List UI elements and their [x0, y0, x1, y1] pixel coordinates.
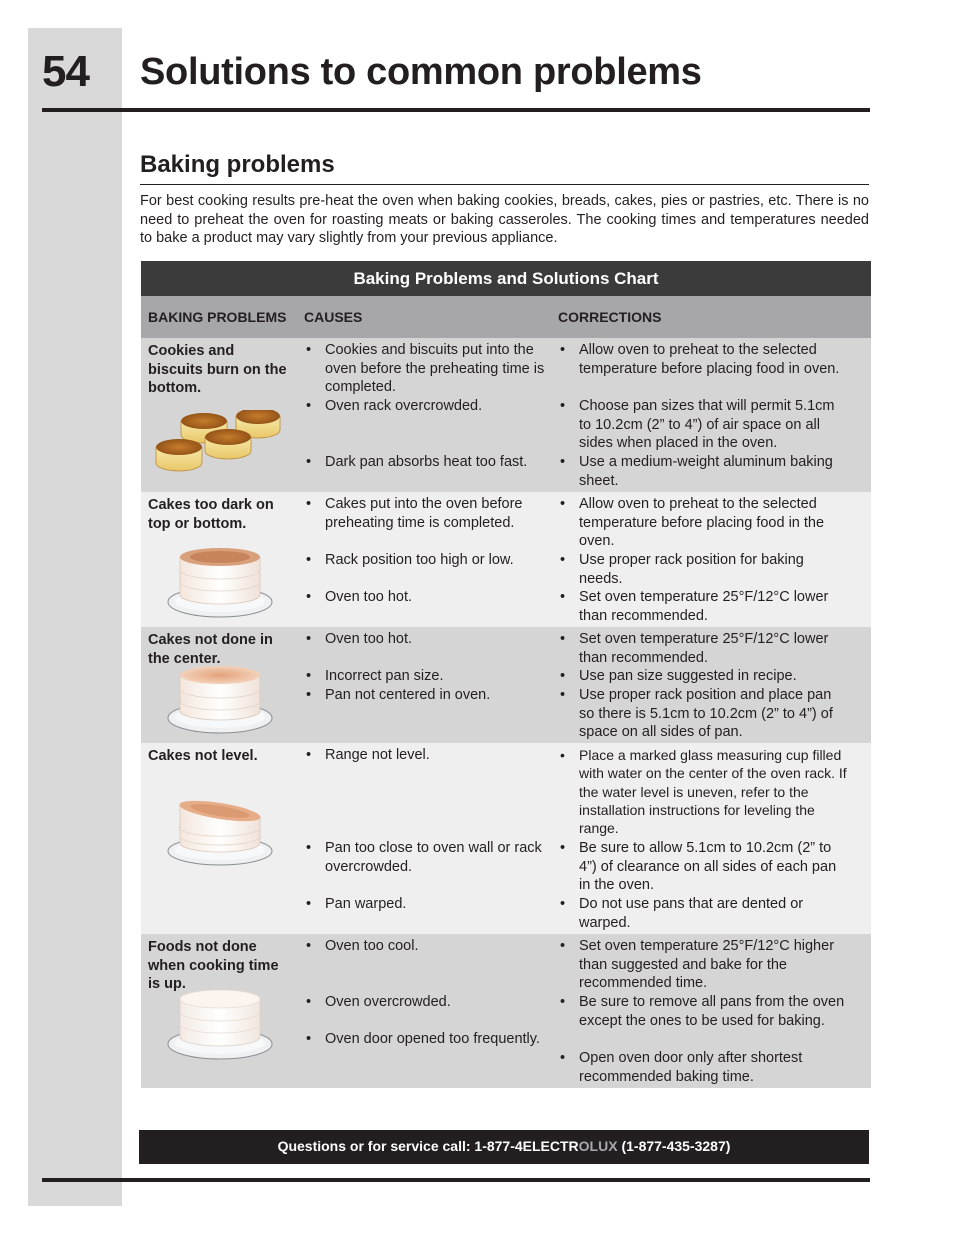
service-call-bar	[139, 1130, 869, 1164]
correction-item: • Allow oven to preheat to the selected temperature before placing food in the oven.	[558, 495, 850, 551]
cause-item: • Cakes put into the oven before preheating time is completed.	[304, 495, 554, 532]
cause-item: • Oven too hot.	[304, 630, 554, 649]
problem-label: Foods not done when cooking time is up.	[148, 939, 279, 993]
cake-underdone-image	[165, 990, 275, 1062]
cookies-biscuits-image	[153, 410, 291, 484]
correction-item: • Set oven temperature 25°F/12°C lower than recommended.	[558, 588, 850, 625]
header-baking-problems: BAKING PROBLEMS	[148, 309, 287, 325]
chart-title: Baking Problems and Solutions Chart	[141, 261, 871, 296]
cause-item: • Oven rack overcrowded.	[304, 397, 554, 416]
corrections-cell	[558, 338, 871, 492]
table-row	[141, 338, 871, 492]
correction-item: • Be sure to allow 5.1cm to 10.2cm (2” to 4”) of clearance on all sides of each pan in the oven.	[558, 839, 850, 895]
causes-cell	[304, 627, 558, 743]
correction-item: • Do not use pans that are dented or warped.	[558, 895, 850, 932]
problem-label: Cookies and biscuits burn on the bottom.	[148, 343, 287, 397]
chart-header-row	[141, 296, 871, 338]
corrections-cell	[558, 492, 871, 627]
cause-item: • Range not level.	[304, 746, 554, 765]
cause-item: • Rack position too high or low.	[304, 551, 554, 570]
correction-item: • Use proper rack position for baking needs.	[558, 551, 850, 588]
cause-item: • Incorrect pan size.	[304, 667, 554, 686]
cause-item: • Oven too cool.	[304, 937, 554, 956]
causes-cell	[304, 934, 558, 1088]
corrections-cell	[558, 934, 871, 1088]
cause-item: • Oven too hot.	[304, 588, 554, 607]
intro-paragraph: For best cooking results pre-heat the oven when baking cookies, breads, cakes, pies or pastries, etc. There is no need to preheat the oven for roasting meats or baking casseroles. The cooking times and temperatures needed to bake a product may vary slightly from your previous appliance.	[140, 193, 869, 247]
problem-label: Cakes not level.	[148, 748, 258, 764]
page-number: 54	[42, 47, 89, 96]
section-divider	[140, 184, 869, 185]
correction-item: • Set oven temperature 25°F/12°C lower than recommended.	[558, 630, 850, 667]
section-heading: Baking problems	[140, 151, 335, 178]
problem-label: Cakes too dark on top or bottom.	[148, 497, 274, 532]
table-row	[141, 743, 871, 934]
correction-item: • Use proper rack position and place pan so there is 5.1cm to 10.2cm (2” to 4”) of space on all sides of pan.	[558, 686, 850, 742]
baking-problems-chart	[141, 261, 871, 1088]
cause-item: • Dark pan absorbs heat too fast.	[304, 453, 554, 472]
corrections-cell	[558, 743, 871, 934]
correction-item: • Allow oven to preheat to the selected temperature before placing food in oven.	[558, 341, 850, 378]
brand-highlight: OLUX	[578, 1138, 618, 1154]
corrections-cell	[558, 627, 871, 743]
bottom-divider	[42, 1178, 870, 1182]
correction-item: • Open oven door only after shortest recommended baking time.	[558, 1049, 850, 1086]
table-row	[141, 627, 871, 743]
cause-item: • Pan too close to oven wall or rack overcrowded.	[304, 839, 554, 876]
cake-tilted-image	[165, 797, 275, 867]
correction-item: • Use pan size suggested in recipe.	[558, 667, 850, 686]
correction-item: • Place a marked glass measuring cup filled with water on the center of the oven rack. If the water level is uneven, refer to the installation instructions for leveling the range.	[558, 746, 850, 837]
correction-item: • Use a medium-weight aluminum baking sheet.	[558, 453, 850, 490]
page-title: Solutions to common problems	[140, 51, 702, 93]
problem-label: Cakes not done in the center.	[148, 632, 273, 667]
causes-cell	[304, 338, 558, 492]
table-row	[141, 492, 871, 627]
correction-item: • Be sure to remove all pans from the oven except the ones to be used for baking.	[558, 993, 850, 1030]
page-sidebar-band	[28, 28, 122, 1206]
service-call-text: Questions or for service call: 1-877-4ELECTR	[277, 1138, 579, 1154]
cause-item: • Cookies and biscuits put into the oven before the preheating time is completed.	[304, 341, 554, 397]
cause-item: • Oven overcrowded.	[304, 993, 554, 1012]
cause-item: • Pan not centered in oven.	[304, 686, 554, 705]
causes-cell	[304, 492, 558, 627]
correction-item: • Choose pan sizes that will permit 5.1cm to 10.2cm (2” to 4”) of air space on all sides when placed in the oven.	[558, 397, 850, 453]
header-corrections: CORRECTIONS	[558, 309, 662, 325]
causes-cell	[304, 743, 558, 934]
cause-item: • Oven door opened too frequently.	[304, 1030, 554, 1049]
correction-item: • Set oven temperature 25°F/12°C higher than suggested and bake for the recommended time.	[558, 937, 850, 993]
table-row	[141, 934, 871, 1088]
title-divider	[42, 108, 870, 112]
header-causes: CAUSES	[304, 309, 363, 325]
cake-dark-top-image	[165, 548, 275, 620]
service-call-phone: (1-877-435-3287)	[617, 1138, 731, 1154]
cause-item: • Pan warped.	[304, 895, 554, 914]
cake-sunken-center-image	[165, 665, 275, 735]
